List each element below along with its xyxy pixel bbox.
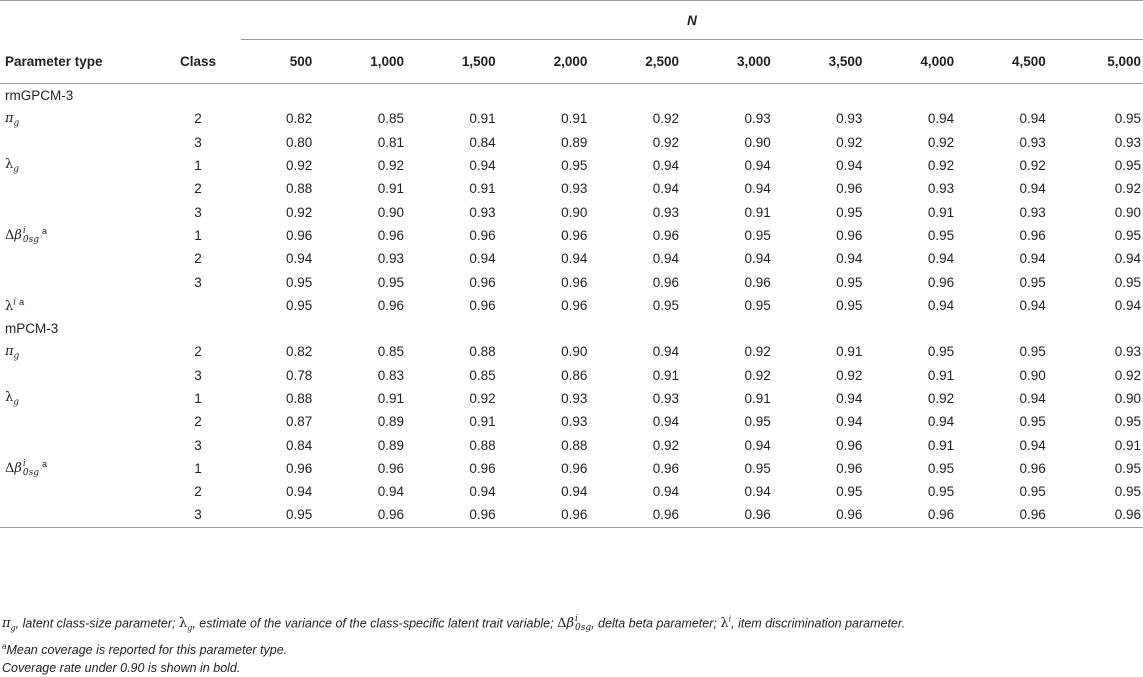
coverage-value: 0.96 — [1114, 507, 1141, 523]
coverage-value: 0.96 — [836, 227, 863, 243]
class-cell: 3 — [194, 507, 202, 523]
class-cell: 3 — [194, 204, 202, 220]
coverage-value: 0.96 — [652, 227, 680, 243]
table-row — [0, 131, 1143, 154]
class-cell: 1 — [194, 227, 202, 243]
parameter-type-cell — [0, 131, 155, 154]
parameter-symbol: Δβ i 0sg $^a$ — [5, 458, 48, 478]
coverage-value: 0.94 — [286, 484, 313, 500]
coverage-value: 0.94 — [469, 251, 496, 267]
col-n-2000: 2,000 — [553, 54, 588, 69]
parameter-symbol: $\pi_g$ — [5, 343, 20, 362]
coverage-value: 0.94 — [561, 251, 588, 267]
table-row — [0, 364, 1143, 387]
col-class: Class — [179, 53, 217, 69]
col-n-1000: 1,000 — [370, 54, 404, 69]
coverage-value: 0.78 — [286, 367, 313, 383]
coverage-value: 0.96 — [286, 227, 313, 243]
coverage-value: 0.94 — [744, 158, 771, 174]
coverage-value: 0.94 — [927, 297, 955, 313]
coverage-value: 0.94 — [1114, 297, 1141, 313]
coverage-value: 0.96 — [377, 297, 404, 313]
footnote-def-text: , latent class-size parameter; — [15, 616, 179, 631]
coverage-value: 0.96 — [469, 227, 496, 243]
coverage-value: 0.91 — [927, 204, 955, 220]
column-header-row — [0, 40, 1143, 84]
coverage-value: 0.88 — [286, 391, 313, 406]
class-cell — [155, 294, 241, 317]
coverage-value: 0.94 — [744, 484, 771, 500]
coverage-value: 0.94 — [377, 484, 404, 500]
coverage-value: 0.92 — [927, 391, 955, 406]
table-row — [0, 457, 1143, 480]
coverage-value: 0.92 — [927, 158, 955, 174]
parameter-type-cell — [0, 154, 155, 177]
coverage-value: 0.95 — [1114, 414, 1141, 430]
table-row — [0, 433, 1143, 456]
col-n-5000: 5,000 — [1107, 54, 1141, 69]
class-cell: 1 — [194, 391, 202, 406]
coverage-value: 0.91 — [1114, 437, 1141, 453]
col-parameter-type: Parameter type — [5, 53, 103, 69]
coverage-value: 0.94 — [652, 251, 680, 267]
coverage-value: 0.95 — [836, 484, 863, 500]
table-row — [0, 480, 1143, 503]
coverage-value: 0.95 — [1114, 484, 1141, 500]
coverage-value: 0.95 — [1019, 484, 1046, 500]
coverage-value: 0.95 — [1019, 274, 1046, 290]
coverage-value: 0.96 — [744, 507, 771, 523]
coverage-value: 0.93 — [561, 181, 588, 197]
footnote-a-text: Mean coverage is reported for this parameter type. — [6, 643, 288, 658]
parameter-symbol: $\lambda_g$ — [5, 157, 20, 175]
col-n-500: 500 — [289, 54, 313, 69]
coverage-value: 0.93 — [1114, 344, 1141, 360]
coverage-value: 0.96 — [377, 227, 404, 243]
parameter-type-cell — [0, 433, 155, 456]
parameter-type-cell — [0, 457, 155, 480]
coverage-value: 0.96 — [836, 507, 863, 523]
parameter-symbol: Δβ i 0sg $^a$ — [5, 225, 48, 245]
coverage-value: 0.95 — [744, 414, 771, 430]
col-n-1500: 1,500 — [461, 54, 496, 69]
table-row — [0, 107, 1143, 130]
coverage-value: 0.95 — [377, 274, 404, 290]
coverage-value: 0.91 — [927, 367, 955, 383]
parameter-symbol: $\pi_g$ — [5, 110, 20, 129]
coverage-value: 0.93 — [377, 251, 404, 267]
coverage-value: 0.95 — [836, 274, 863, 290]
n-header: N — [241, 1, 1143, 40]
table-row — [0, 224, 1143, 247]
coverage-value: 0.92 — [1019, 158, 1046, 174]
coverage-value: 0.88 — [286, 181, 313, 197]
footnote-def-text: , estimate of the variance of the class-specific latent trait variable; — [192, 616, 558, 631]
class-cell: 2 — [194, 111, 202, 127]
coverage-value: 0.95 — [1114, 227, 1141, 243]
coverage-value: 0.90 — [1114, 204, 1141, 220]
coverage-value: 0.82 — [286, 111, 313, 127]
coverage-value: 0.91 — [377, 181, 404, 197]
table-row — [0, 270, 1143, 293]
coverage-value: 0.92 — [377, 158, 404, 174]
table-row — [0, 247, 1143, 270]
coverage-value: 0.96 — [561, 297, 588, 313]
footnote-a-marker: a — [2, 641, 7, 651]
col-n-3500: 3,500 — [828, 54, 863, 69]
parameter-type-cell — [0, 364, 155, 387]
coverage-value: 0.93 — [652, 204, 680, 220]
coverage-value: 0.94 — [836, 391, 863, 406]
coverage-value: 0.91 — [927, 437, 955, 453]
coverage-value: 0.96 — [561, 507, 588, 523]
parameter-type-cell — [0, 340, 155, 363]
col-n-3000: 3,000 — [736, 54, 771, 69]
table-row — [0, 340, 1143, 363]
coverage-value: 0.87 — [286, 414, 313, 430]
coverage-value: 0.94 — [469, 484, 496, 500]
coverage-value: 0.94 — [1019, 251, 1046, 267]
coverage-value: 0.91 — [652, 367, 680, 383]
coverage-value: 0.96 — [1019, 460, 1046, 476]
coverage-value: 0.95 — [744, 460, 771, 476]
coverage-value: 0.95 — [927, 227, 955, 243]
coverage-value: 0.96 — [744, 274, 771, 290]
footnote-def-text: , delta beta parameter; — [591, 616, 721, 631]
parameter-type-cell — [0, 387, 155, 410]
footnote-symbol: $\lambda_g$ — [178, 616, 193, 633]
table-row — [0, 387, 1143, 410]
coverage-value: 0.90 — [1114, 391, 1141, 406]
coverage-value: 0.92 — [1114, 181, 1141, 197]
coverage-value: 0.90 — [561, 204, 588, 220]
coverage-value: 0.96 — [469, 297, 496, 313]
coverage-value: 0.96 — [377, 507, 404, 523]
footnote-def-text: , item discrimination parameter. — [731, 616, 906, 631]
table-row — [0, 177, 1143, 200]
coverage-value: 0.94 — [652, 158, 680, 174]
coverage-value: 0.90 — [561, 344, 588, 360]
coverage-value: 0.92 — [1114, 367, 1141, 383]
parameter-symbol: $\lambda^i$ $^a$ — [5, 296, 25, 314]
coverage-value: 0.95 — [1114, 111, 1141, 127]
parameter-type-cell — [0, 294, 155, 317]
coverage-value: 0.86 — [561, 367, 588, 383]
coverage-value: 0.92 — [469, 391, 496, 406]
parameter-type-cell — [0, 503, 155, 527]
coverage-value: 0.84 — [469, 134, 496, 150]
coverage-value: 0.90 — [1019, 367, 1046, 383]
section-title: rmGPCM-3 — [5, 88, 74, 104]
coverage-value: 0.92 — [652, 134, 680, 150]
parameter-type-cell — [0, 224, 155, 247]
coverage-value: 0.92 — [652, 437, 680, 453]
table-row — [0, 294, 1143, 317]
footnote-symbol: $\lambda^i$ — [720, 615, 732, 632]
coverage-value: 0.95 — [1019, 414, 1046, 430]
coverage-value: 0.95 — [1114, 158, 1141, 174]
coverage-value: 0.91 — [561, 111, 588, 127]
coverage-value: 0.88 — [561, 437, 588, 453]
coverage-value: 0.91 — [469, 181, 496, 197]
class-cell: 2 — [194, 251, 202, 267]
coverage-value: 0.94 — [927, 251, 955, 267]
coverage-value: 0.95 — [836, 204, 863, 220]
coverage-value: 0.83 — [377, 367, 404, 383]
coverage-value: 0.85 — [377, 344, 404, 360]
class-cell: 1 — [194, 460, 202, 476]
coverage-value: 0.96 — [927, 507, 955, 523]
coverage-value: 0.94 — [1019, 297, 1046, 313]
coverage-value: 0.96 — [561, 227, 588, 243]
class-cell: 2 — [194, 484, 202, 500]
class-cell: 3 — [194, 274, 202, 290]
section-title: mPCM-3 — [5, 321, 59, 337]
parameter-type-cell — [0, 480, 155, 503]
coverage-value: 0.95 — [286, 274, 313, 290]
parameter-type-cell — [0, 410, 155, 433]
coverage-value: 0.88 — [469, 437, 496, 453]
parameter-symbol: $\lambda_g$ — [5, 390, 20, 408]
coverage-value: 0.94 — [744, 437, 771, 453]
parameter-type-cell — [0, 270, 155, 293]
coverage-value: 0.96 — [377, 460, 404, 476]
coverage-value: 0.94 — [836, 251, 863, 267]
coverage-value: 0.95 — [561, 158, 588, 174]
col-n-2500: 2,500 — [645, 54, 680, 69]
coverage-value: 0.92 — [286, 158, 313, 174]
coverage-value: 0.92 — [286, 204, 313, 220]
coverage-value: 0.93 — [1019, 134, 1046, 150]
coverage-value: 0.94 — [652, 181, 680, 197]
coverage-value: 0.80 — [286, 134, 313, 150]
coverage-value: 0.89 — [561, 134, 588, 150]
coverage-value: 0.96 — [469, 507, 496, 523]
coverage-value: 0.96 — [1019, 227, 1046, 243]
table-row — [0, 154, 1143, 177]
coverage-value: 0.92 — [836, 134, 863, 150]
coverage-value: 0.94 — [652, 344, 680, 360]
class-cell: 3 — [194, 367, 202, 383]
coverage-value: 0.96 — [927, 274, 955, 290]
table-row — [0, 503, 1143, 527]
coverage-value: 0.95 — [744, 227, 771, 243]
coverage-value: 0.95 — [286, 297, 313, 313]
class-cell: 2 — [194, 414, 202, 430]
parameter-type-cell — [0, 200, 155, 223]
coverage-value: 0.93 — [836, 111, 863, 127]
coverage-value: 0.93 — [561, 414, 588, 430]
footnote-bold: Coverage rate under 0.90 is shown in bold. — [2, 661, 241, 676]
coverage-value: 0.96 — [836, 460, 863, 476]
coverage-value: 0.85 — [469, 367, 496, 383]
coverage-value: 0.93 — [652, 391, 680, 406]
coverage-value: 0.91 — [836, 344, 863, 360]
coverage-value: 0.92 — [927, 134, 955, 150]
coverage-value: 0.95 — [927, 484, 955, 500]
table-row — [0, 410, 1143, 433]
coverage-value: 0.96 — [561, 460, 588, 476]
coverage-value: 0.96 — [652, 274, 680, 290]
coverage-value: 0.96 — [286, 460, 313, 476]
class-cell: 3 — [194, 134, 202, 150]
coverage-value: 0.95 — [927, 344, 955, 360]
coverage-value: 0.94 — [836, 414, 863, 430]
coverage-value: 0.88 — [469, 344, 496, 360]
coverage-value: 0.94 — [1019, 437, 1046, 453]
coverage-value: 0.82 — [286, 344, 313, 360]
coverage-value: 0.95 — [652, 297, 680, 313]
parameter-type-cell — [0, 107, 155, 130]
section-header-row — [0, 84, 1143, 108]
class-cell: 2 — [194, 181, 202, 197]
coverage-value: 0.91 — [469, 111, 496, 127]
coverage-value: 0.96 — [469, 274, 496, 290]
coverage-value: 0.91 — [377, 391, 404, 406]
footnote-symbol: $\pi_g$ — [2, 616, 16, 633]
class-cell: 3 — [194, 437, 202, 453]
coverage-value: 0.92 — [836, 367, 863, 383]
coverage-value: 0.94 — [927, 414, 955, 430]
coverage-value: 0.94 — [1019, 181, 1046, 197]
coverage-value: 0.93 — [469, 204, 496, 220]
coverage-value: 0.91 — [744, 204, 771, 220]
coverage-value: 0.92 — [744, 367, 771, 383]
coverage-value: 0.95 — [927, 460, 955, 476]
coverage-value: 0.89 — [377, 414, 404, 430]
coverage-value: 0.85 — [377, 111, 404, 127]
coverage-value: 0.96 — [561, 274, 588, 290]
coverage-value: 0.94 — [1019, 111, 1046, 127]
coverage-value: 0.94 — [1019, 391, 1046, 406]
section-header-row — [0, 317, 1143, 340]
coverage-value: 0.94 — [927, 111, 955, 127]
coverage-value: 0.96 — [652, 460, 680, 476]
coverage-value: 0.93 — [927, 181, 955, 197]
footnote-a — [2, 638, 905, 659]
coverage-value: 0.94 — [286, 251, 313, 267]
coverage-value: 0.95 — [286, 507, 313, 523]
col-n-4500: 4,500 — [1012, 54, 1046, 69]
coverage-value: 0.93 — [744, 111, 771, 127]
coverage-value: 0.94 — [836, 158, 863, 174]
coverage-value: 0.96 — [469, 460, 496, 476]
n-header-row — [0, 1, 1143, 40]
coverage-value: 0.94 — [1114, 251, 1141, 267]
coverage-value: 0.84 — [286, 437, 313, 453]
class-cell: 2 — [194, 344, 202, 360]
coverage-value: 0.94 — [744, 251, 771, 267]
coverage-value: 0.96 — [836, 437, 863, 453]
class-cell: 1 — [194, 158, 202, 174]
coverage-value: 0.89 — [377, 437, 404, 453]
coverage-value: 0.93 — [1114, 134, 1141, 150]
coverage-value: 0.93 — [1019, 204, 1046, 220]
parameter-type-cell — [0, 177, 155, 200]
footnote-definitions — [2, 611, 905, 638]
coverage-value: 0.91 — [744, 391, 771, 406]
parameter-type-cell — [0, 247, 155, 270]
table-row — [0, 200, 1143, 223]
coverage-value: 0.94 — [744, 181, 771, 197]
footnote-symbol: Δβ i 0sg — [557, 613, 592, 633]
table-footnotes — [2, 611, 905, 677]
coverage-value: 0.90 — [744, 134, 771, 150]
coverage-value: 0.95 — [836, 297, 863, 313]
coverage-value: 0.96 — [652, 507, 680, 523]
coverage-value: 0.95 — [1114, 460, 1141, 476]
coverage-value: 0.96 — [1019, 507, 1046, 523]
coverage-value: 0.95 — [1114, 274, 1141, 290]
coverage-value: 0.90 — [377, 204, 404, 220]
coverage-value: 0.92 — [744, 344, 771, 360]
coverage-value: 0.94 — [652, 414, 680, 430]
coverage-value: 0.96 — [836, 181, 863, 197]
coverage-value: 0.93 — [561, 391, 588, 406]
coverage-value: 0.94 — [469, 158, 496, 174]
table-body — [0, 84, 1143, 528]
coverage-value: 0.95 — [744, 297, 771, 313]
coverage-value: 0.92 — [652, 111, 680, 127]
coverage-value: 0.94 — [561, 484, 588, 500]
col-n-4000: 4,000 — [920, 54, 955, 69]
coverage-value: 0.95 — [1019, 344, 1046, 360]
coverage-value: 0.81 — [377, 134, 404, 150]
coverage-value: 0.94 — [652, 484, 680, 500]
coverage-value: 0.91 — [469, 414, 496, 430]
